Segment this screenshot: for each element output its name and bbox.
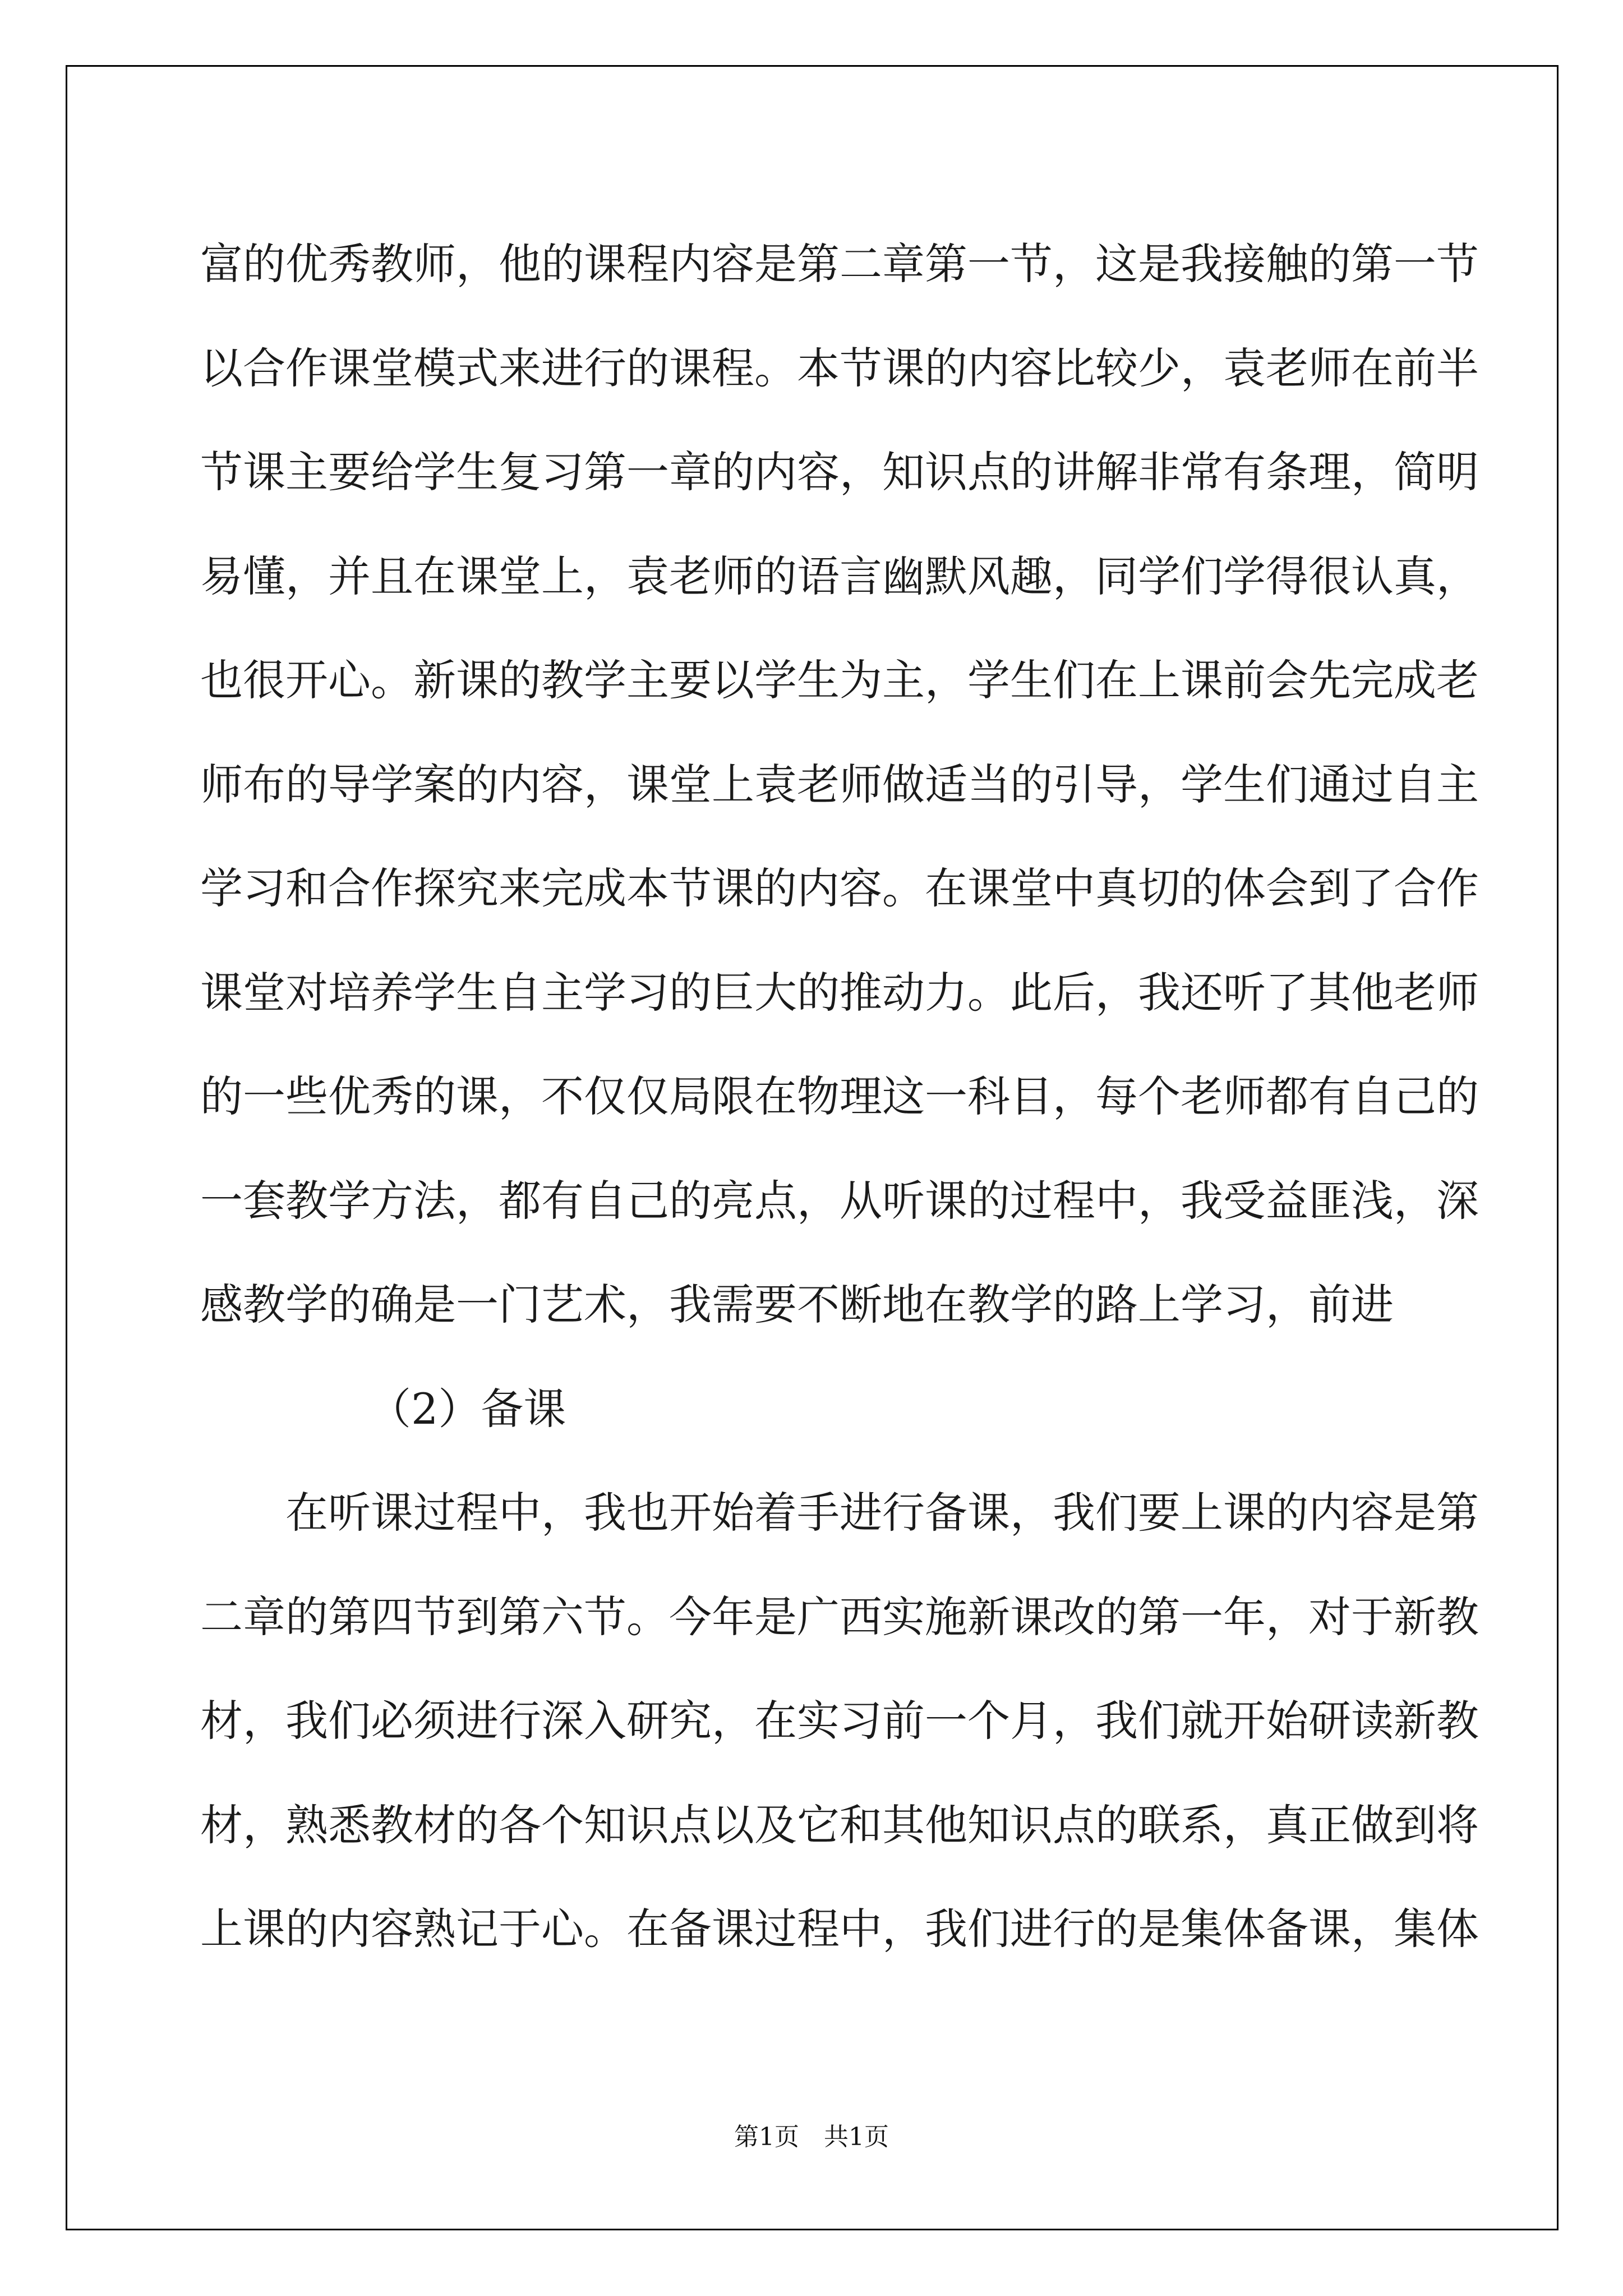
paragraph-end-line: 感教学的确是一门艺术，我需要不断地在教学的路上学习，前进 (200, 1280, 1394, 1329)
text-line: 易懂，并且在课堂上，袁老师的语言幽默风趣，同学们学得很认真， (200, 551, 1479, 601)
text-line: 课堂对培养学生自主学习的巨大的推动力。此后，我还听了其他老师 (200, 967, 1479, 1018)
text-line: 上课的内容熟记于心。在备课过程中，我们进行的是集体备课，集体 (200, 1904, 1479, 1954)
text-line: 的一些优秀的课，不仅仅局限在物理这一科目，每个老师都有自己的 (200, 1071, 1479, 1121)
text-line: 学习和合作探究来完成本节课的内容。在课堂中真切的体会到了合作 (200, 863, 1479, 913)
text-line: 二章的第四节到第六节。今年是广西实施新课改的第一年，对于新教 (200, 1591, 1479, 1642)
document-body (200, 212, 1479, 1981)
text-line: 节课主要给学生复习第一章的内容，知识点的讲解非常有条理，简明 (200, 447, 1479, 497)
text-line: 材，我们必须进行深入研究，在实习前一个月，我们就开始研读新教 (200, 1696, 1479, 1746)
page-total: 共1页 (824, 2123, 889, 2151)
text-line: 富的优秀教师，他的课程内容是第二章第一节，这是我接触的第一节 (200, 239, 1479, 289)
text-line: 材，熟悉教材的各个知识点以及它和其他知识点的联系，真正做到将 (200, 1800, 1479, 1850)
page-number: 第1页 (734, 2123, 799, 2151)
page-footer (0, 2120, 1623, 2154)
section-heading: （2）备课 (368, 1383, 566, 1434)
text-line: 一套教学方法，都有自己的亮点，从听课的过程中，我受益匪浅，深 (200, 1175, 1479, 1226)
paragraph-first-line: 在听课过程中，我也开始着手进行备课，我们要上课的内容是第 (285, 1488, 1479, 1538)
text-line: 也很开心。新课的教学主要以学生为主，学生们在上课前会先完成老 (200, 655, 1479, 705)
text-line: 以合作课堂模式来进行的课程。本节课的内容比较少，袁老师在前半 (200, 343, 1479, 393)
text-line: 师布的导学案的内容，课堂上袁老师做适当的引导，学生们通过自主 (200, 759, 1479, 809)
